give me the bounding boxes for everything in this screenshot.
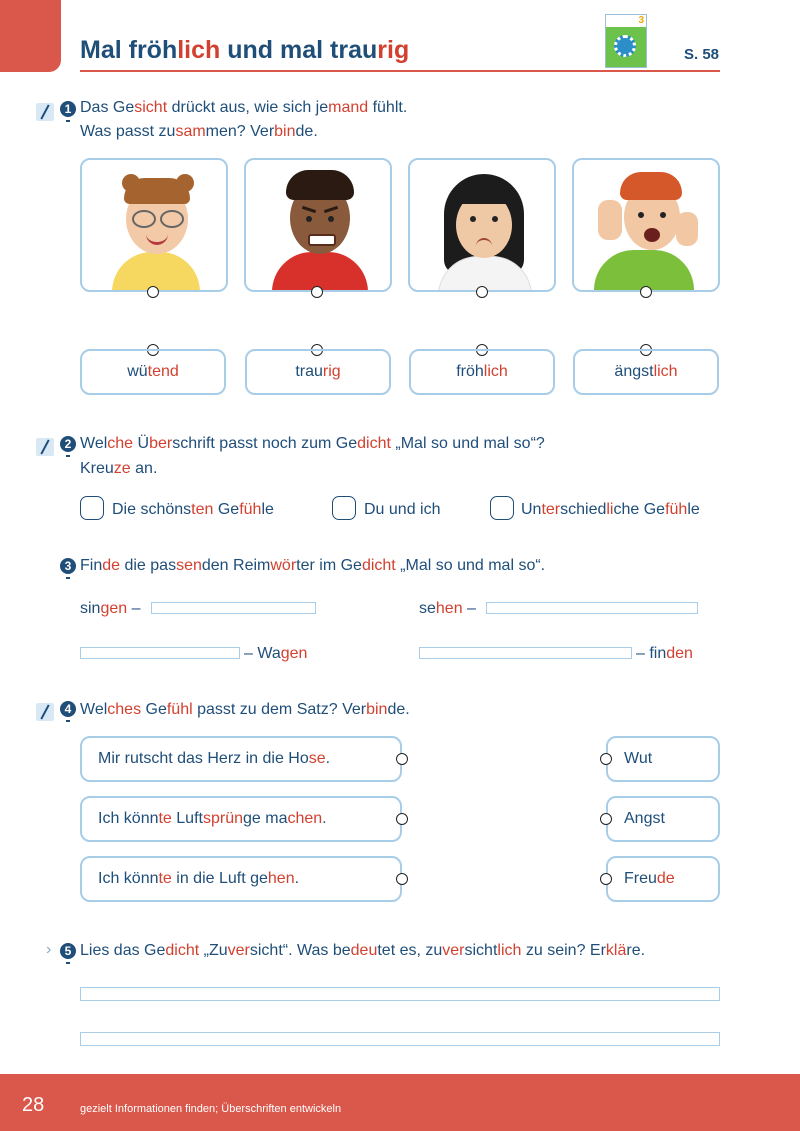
- pencil-icon-task4: [36, 703, 54, 721]
- task1-instruction-line2: Was passt zusammen? Verbinde.: [80, 123, 318, 140]
- picture-box-4: [572, 158, 720, 292]
- task4-instruction: Welches Gefühl passt zu dem Satz? Verbinde.: [80, 701, 410, 718]
- writing-line-1[interactable]: [80, 987, 720, 1001]
- task1-instruction-line1: Das Gesicht drückt aus, wie sich jemand fühlt.: [80, 99, 408, 116]
- feeling-box-angst: Angst: [606, 796, 720, 842]
- rhyme-input-singen[interactable]: [151, 602, 316, 614]
- connector-dot-picture-2[interactable]: [311, 286, 323, 298]
- sentence-box-1: Mir rutscht das Herz in die Hose.: [80, 736, 402, 782]
- rhyme-singen: singen –: [80, 600, 141, 617]
- chevron-right-icon: ›: [46, 941, 52, 958]
- picture-box-3: [408, 158, 556, 292]
- writing-line-2[interactable]: [80, 1032, 720, 1046]
- book-number: 3: [638, 15, 644, 26]
- connector-dot-sentence-3[interactable]: [396, 873, 408, 885]
- book-cover-icon: [605, 14, 647, 68]
- word-box-wuetend: wütend: [80, 349, 226, 395]
- connector-dot-feeling-2[interactable]: [600, 813, 612, 825]
- connector-dot-picture-4[interactable]: [640, 286, 652, 298]
- sentence-box-3: Ich könnte in die Luft gehen.: [80, 856, 402, 902]
- task5-instruction: Lies das Gedicht „Zuversicht“. Was bedeutet es, zuversichtlich zu sein? Erkläre.: [80, 942, 646, 959]
- task-number-5: 5: [60, 943, 76, 959]
- footer-skills-text: gezielt Informationen finden; Überschriften entwickeln: [80, 1103, 342, 1115]
- task-number-3: 3: [60, 558, 76, 574]
- option-2-label: Du und ich: [364, 501, 441, 518]
- connector-dot-feeling-1[interactable]: [600, 753, 612, 765]
- page-title: Mal fröhlich und mal traurig: [80, 36, 410, 64]
- connector-dot-feeling-3[interactable]: [600, 873, 612, 885]
- connector-dot-sentence-1[interactable]: [396, 753, 408, 765]
- task2-instruction-line2: Kreuze an.: [80, 460, 158, 477]
- rhyme-finden: – finden: [636, 645, 693, 662]
- task3-instruction: Finde die passenden Reimwörter im Gedicht „Mal so und mal so“.: [80, 557, 546, 574]
- word-box-aengstlich: ängstlich: [573, 349, 719, 395]
- rhyme-sehen: sehen –: [419, 600, 476, 617]
- option-3-label: Unterschiedliche Gefühle: [521, 501, 700, 518]
- checkbox-option-1[interactable]: [80, 496, 104, 520]
- pencil-icon: [36, 103, 54, 121]
- connector-dot-picture-1[interactable]: [147, 286, 159, 298]
- rhyme-input-wagen[interactable]: [80, 647, 240, 659]
- task2-instruction-line1: Welche Überschrift passt noch zum Gedicht „Mal so und mal so“?: [80, 435, 545, 452]
- task-number-4: 4: [60, 701, 76, 717]
- word-box-froehlich: fröhlich: [409, 349, 555, 395]
- feeling-box-wut: Wut: [606, 736, 720, 782]
- connector-dot-sentence-2[interactable]: [396, 813, 408, 825]
- picture-box-1: [80, 158, 228, 292]
- rhyme-input-sehen[interactable]: [486, 602, 698, 614]
- rhyme-input-finden[interactable]: [419, 647, 632, 659]
- checkmark-pencil-icon: [36, 438, 54, 456]
- task-number-2: 2: [60, 436, 76, 452]
- word-box-traurig: traurig: [245, 349, 391, 395]
- task-number-1: 1: [60, 101, 76, 117]
- page-reference: S. 58: [684, 46, 720, 63]
- checkbox-option-2[interactable]: [332, 496, 356, 520]
- title-rule: [80, 70, 720, 72]
- checkbox-option-3[interactable]: [490, 496, 514, 520]
- corner-tab: [0, 0, 61, 72]
- picture-box-2: [244, 158, 392, 292]
- connector-dot-picture-3[interactable]: [476, 286, 488, 298]
- sentence-box-2: Ich könnte Luftsprünge machen.: [80, 796, 402, 842]
- option-1-label: Die schönsten Gefühle: [112, 501, 274, 518]
- feeling-box-freude: Freude: [606, 856, 720, 902]
- footer-page-number: 28: [22, 1094, 45, 1116]
- rhyme-wagen: – Wagen: [244, 645, 308, 662]
